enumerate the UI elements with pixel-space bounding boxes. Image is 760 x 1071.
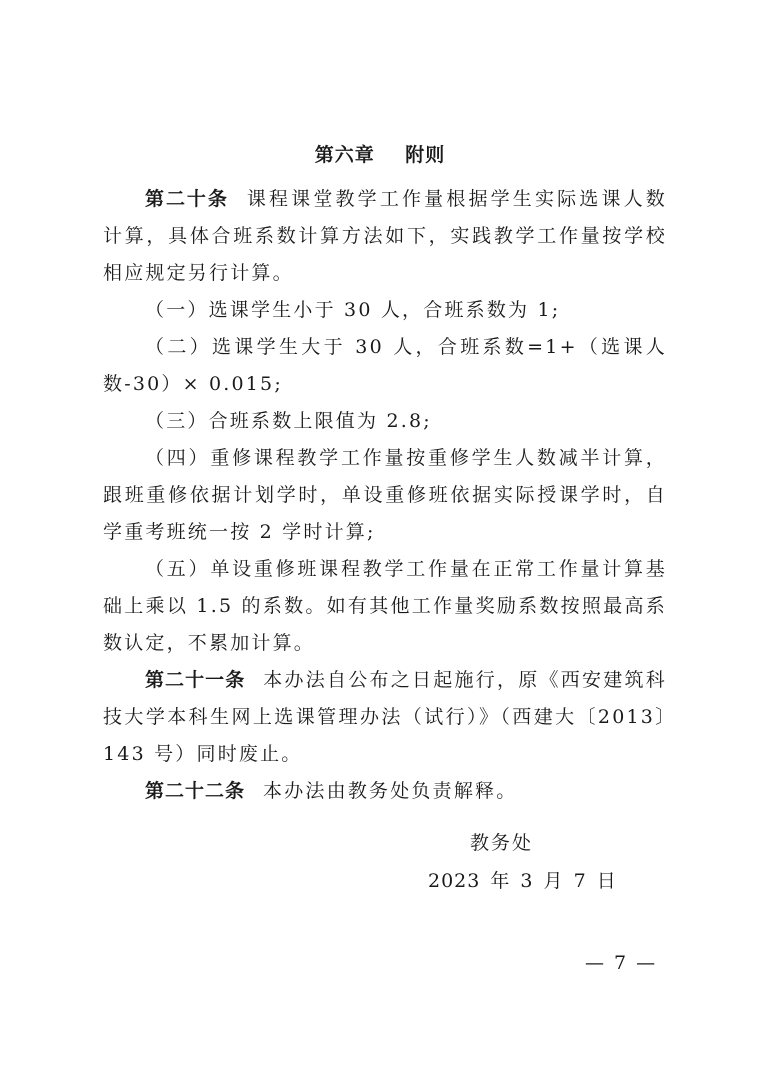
issuer-signature: 教务处 bbox=[470, 832, 534, 854]
list-item-2: （二）选课学生大于 30 人，合班系数=1+（选课人数-30）× 0.015; bbox=[103, 336, 667, 395]
article-21-heading: 第二十一条 bbox=[145, 669, 246, 691]
article-20-heading: 第二十条 bbox=[145, 188, 229, 210]
article-21-text: 本办法自公布之日起施行，原《西安建筑科技大学本科生网上选课管理办法（试行）》（西建大〔2013〕143 号）同时废止。 bbox=[103, 669, 667, 765]
page-number: — 7 — bbox=[585, 952, 658, 974]
list-item-5: （五）单设重修班课程教学工作量在正常工作量计算基础上乘以 1.5 的系数。如有其他工作量奖励系数按照最高系数认定，不累加计算。 bbox=[103, 558, 667, 654]
list-item-1: （一）选课学生小于 30 人，合班系数为 1; bbox=[145, 299, 561, 321]
article-20 bbox=[103, 181, 667, 292]
list-item-3: （三）合班系数上限值为 2.8; bbox=[145, 410, 432, 432]
document-body bbox=[103, 181, 667, 810]
article-22 bbox=[103, 773, 667, 810]
article-20-text: 课程课堂教学工作量根据学生实际选课人数计算，具体合班系数计算方法如下，实践教学工作量按学校相应规定另行计算。 bbox=[103, 188, 667, 284]
list-item-4: （四）重修课程教学工作量按重修学生人数减半计算，跟班重修依据计划学时，单设重修班依据实际授课学时，自学重考班统一按 2 学时计算; bbox=[103, 447, 667, 543]
article-21 bbox=[103, 662, 667, 773]
issue-date: 2023 年 3 月 7 日 bbox=[428, 870, 617, 892]
article-22-heading: 第二十二条 bbox=[145, 780, 246, 802]
chapter-title: 第六章 附则 bbox=[314, 144, 446, 166]
article-22-text: 本办法由教务处负责解释。 bbox=[263, 780, 518, 802]
